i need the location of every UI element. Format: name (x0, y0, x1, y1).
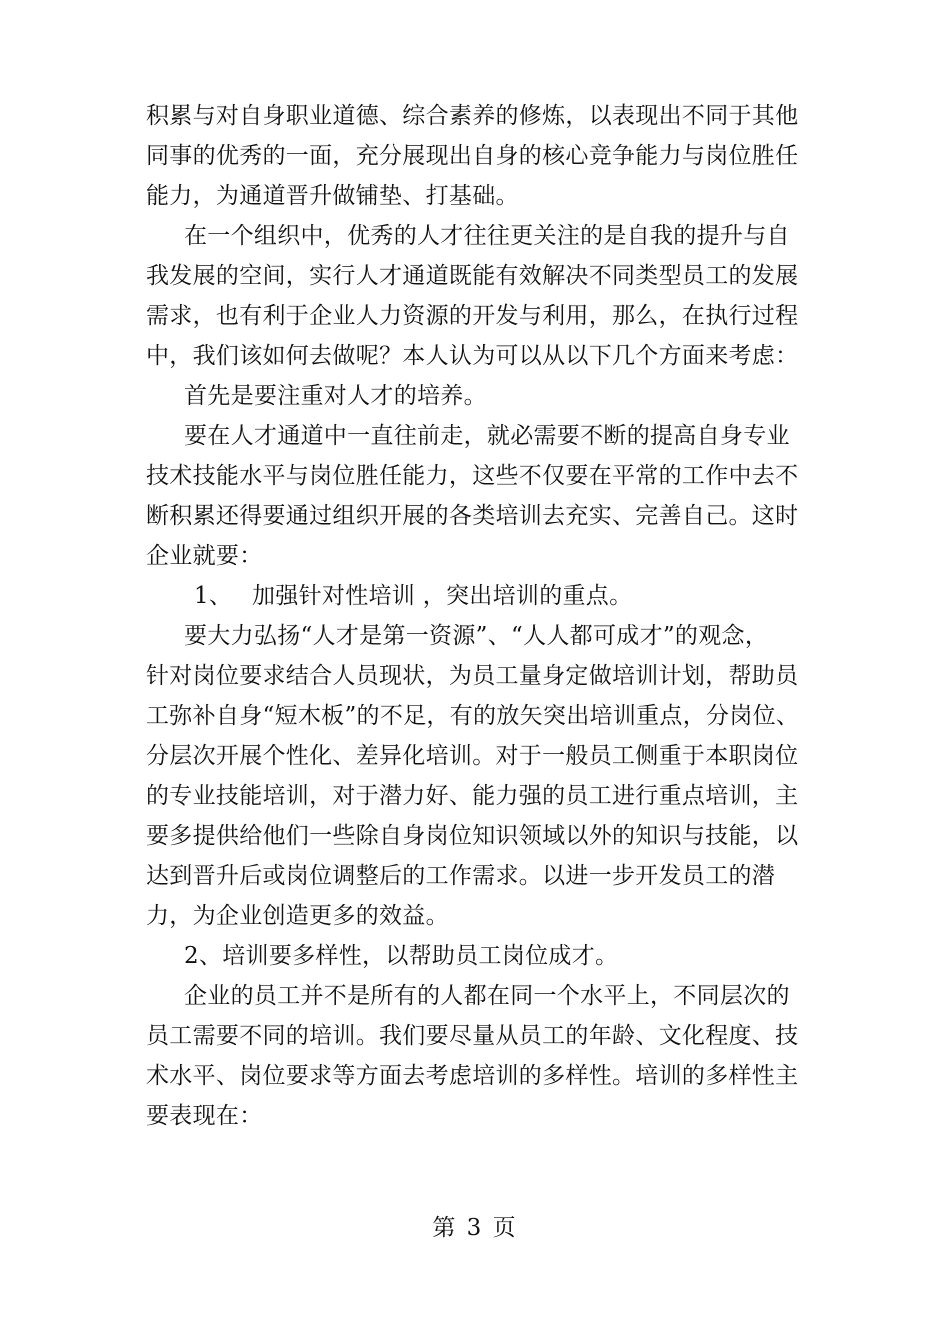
text-line: 针对岗位要求结合人员现状，为员工量身定做培训计划，帮助员 (146, 663, 799, 689)
text-line: 技术技能水平与岗位胜任能力，这些不仅要在平常的工作中去不 (146, 463, 799, 489)
list-number: 1、 (194, 583, 233, 609)
text-line: 积累与对自身职业道德、综合素养的修炼，以表现出不同于其他 (146, 103, 799, 129)
text-line: 力，为企业创造更多的效益。 (146, 903, 449, 929)
text-line: 达到晋升后或岗位调整后的工作需求。以进一步开发员工的潜 (146, 863, 776, 889)
list-item-title: 加强针对性培训 ，突出培训的重点。 (252, 583, 633, 609)
paragraph-start-line: 要大力弘扬“人才是第一资源”、“人人都可成才”的观念， (184, 623, 769, 649)
text-line: 同事的优秀的一面，充分展现出自身的核心竞争能力与岗位胜任 (146, 143, 799, 169)
document-body (146, 96, 818, 1136)
text-line: 的专业技能培训，对于潜力好、能力强的员工进行重点培训，主 (146, 783, 799, 809)
text-line: 工弥补自身“短木板”的不足，有的放矢突出培训重点，分岗位、 (146, 703, 800, 729)
text-line: 我发展的空间，实行人才通道既能有效解决不同类型员工的发展 (146, 263, 799, 289)
section-heading: 首先是要注重对人才的培养。 (184, 383, 487, 409)
text-line: 中，我们该如何去做呢？本人认为可以从以下几个方面来考虑： (146, 343, 799, 369)
paragraph-start-line: 要在人才通道中一直往前走，就必需要不断的提高自身专业 (184, 423, 790, 449)
page-number: 第 3 页 (432, 1215, 518, 1241)
text-line: 企业就要： (146, 543, 263, 569)
paragraph-start-line: 企业的员工并不是所有的人都在同一个水平上，不同层次的 (184, 983, 790, 1009)
text-line: 员工需要不同的培训。我们要尽量从员工的年龄、文化程度、技 (146, 1023, 799, 1049)
text-line: 要多提供给他们一些除自身岗位知识领域以外的知识与技能，以 (146, 823, 799, 849)
list-item-heading: 2、培训要多样性，以帮助员工岗位成才。 (184, 943, 619, 969)
text-line: 断积累还得要通过组织开展的各类培训去充实、完善自己。这时 (146, 503, 799, 529)
paragraph-start-line: 在一个组织中，优秀的人才往往更关注的是自我的提升与自 (184, 223, 790, 249)
text-line: 术水平、岗位要求等方面去考虑培训的多样性。培训的多样性主 (146, 1063, 799, 1089)
text-line: 能力，为通道晋升做铺垫、打基础。 (146, 183, 519, 209)
text-line: 需求，也有利于企业人力资源的开发与利用，那么，在执行过程 (146, 303, 799, 329)
text-line: 分层次开展个性化、差异化培训。对于一般员工侧重于本职岗位 (146, 743, 799, 769)
list-item-heading (146, 576, 818, 616)
text-line: 要表现在： (146, 1103, 263, 1129)
